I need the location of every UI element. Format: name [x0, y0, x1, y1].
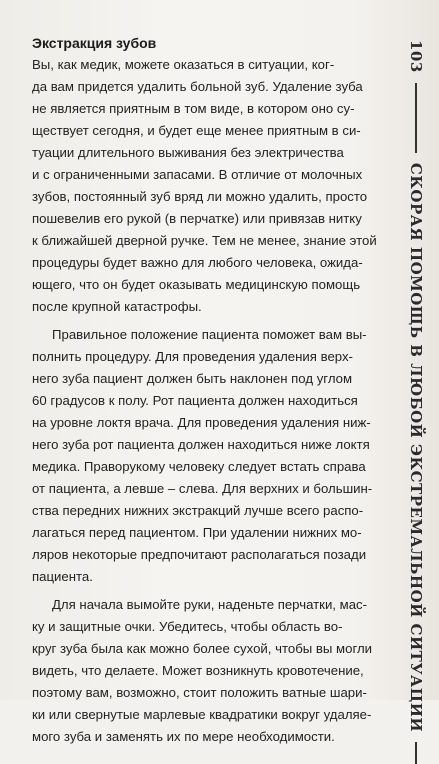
text-line: медика. Праворукому человеку следует встать справа: [32, 459, 366, 474]
section-heading: Экстракция зубов: [32, 35, 157, 51]
header-rule: [415, 83, 417, 153]
text-line: пошевелив его рукой (в перчатке) или привязав нитку: [32, 211, 362, 226]
page-number: 103: [407, 40, 425, 73]
text-line: поэтому вам, возможно, стоит положить ватные шари-: [32, 685, 367, 700]
text-line: Правильное положение пациента поможет вам вы-: [52, 327, 367, 342]
text-line: зубов, постоянный зуб вряд ли можно удалить, просто: [32, 189, 368, 204]
paragraph-2: [32, 324, 384, 588]
text-line: процедуры будет важно для любого человека, ожида-: [32, 255, 363, 270]
side-running-header: [397, 40, 433, 733]
text-line: 60 градусов к полу. Рот пациента должен находиться: [32, 393, 358, 408]
text-line: к ближайшей дверной ручке. Тем не менее, знание этой: [32, 233, 377, 248]
text-line: пациента.: [32, 569, 93, 584]
text-line: от пациента, а левше – слева. Для верхних и большин-: [32, 481, 373, 496]
text-line: мого зуба и заменять их по мере необходимости.: [32, 729, 335, 744]
text-line: него зуба рот пациента должен находиться ниже локтя: [32, 437, 370, 452]
text-line: не является приятным в том виде, в котором оно су-: [32, 101, 355, 116]
text-line: туации длительного выживания без электричества: [32, 145, 344, 160]
text-line: на уровне локтя врача. Для проведения удаления ниж-: [32, 415, 371, 430]
text-line: круг зуба была как можно более сухой, чтобы вы могли: [32, 641, 373, 656]
text-line: видеть, что делаете. Может возникнуть кровотечение,: [32, 663, 364, 678]
running-title: СКОРАЯ ПОМОЩЬ В ЛЮБОЙ ЭКСТРЕМАЛЬНОЙ СИТУАЦИИ: [407, 162, 425, 733]
header-rule-end: [415, 742, 417, 764]
text-line: него зуба пациент должен быть наклонен под углом: [32, 371, 353, 386]
text-line: лагаться перед пациентом. При удалении нижних мо-: [32, 525, 362, 540]
text-line: ства передних нижних экстракций лучше всего распо-: [32, 503, 364, 518]
text-line: после крупной катастрофы.: [32, 299, 202, 314]
text-line: да вам придется удалить больной зуб. Удаление зуба: [32, 79, 363, 94]
text-line: ляров некоторые предпочитают располагаться позади: [32, 547, 367, 562]
running-header-rotated: [407, 40, 425, 764]
text-line: Вы, как медик, можете оказаться в ситуации, ког-: [32, 57, 335, 72]
paragraph-1: [32, 54, 384, 318]
text-line: Для начала вымойте руки, наденьте перчатки, мас-: [52, 597, 368, 612]
text-line: ществует сегодня, и будет еще менее приятным в си-: [32, 123, 361, 138]
text-line: ки или свернутые марлевые квадратики вокруг удаляе-: [32, 707, 372, 722]
text-line: ющего, что он будет оказывать медицинскую помощь: [32, 277, 361, 292]
text-line: полнить процедуру. Для проведения удаления верх-: [32, 349, 353, 364]
text-line: и с ограниченными запасами. В отличие от молочных: [32, 167, 363, 182]
paragraph-3: [32, 594, 384, 748]
text-line: ку и защитные очки. Убедитесь, чтобы область во-: [32, 619, 343, 634]
page-body: [32, 34, 384, 748]
